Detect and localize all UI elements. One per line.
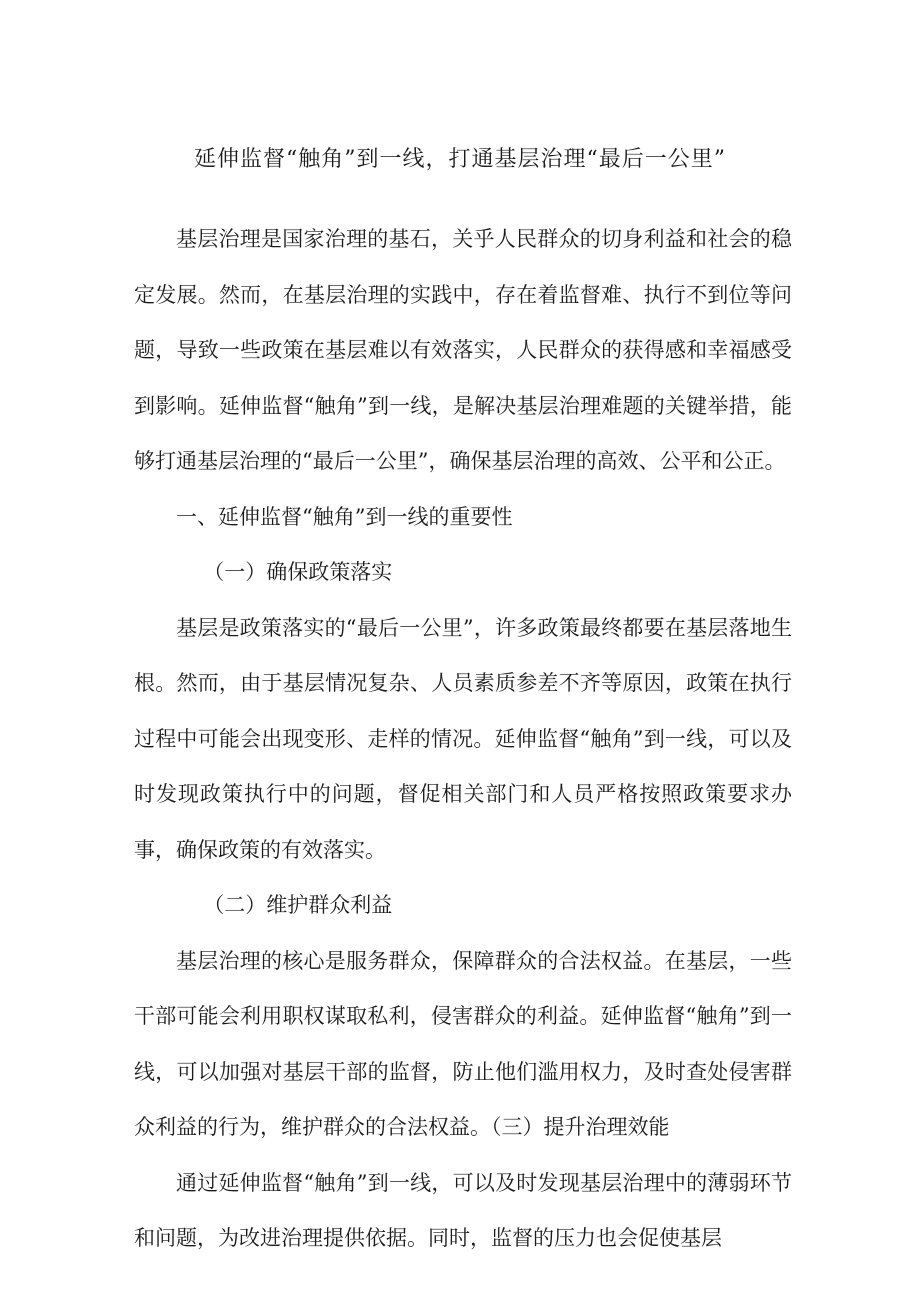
section-heading-importance: 一、延伸监督“触角”到一线的重要性 bbox=[176, 504, 513, 529]
document-body bbox=[134, 212, 792, 1267]
document-title: 延伸监督“触角”到一线，打通基层治理“最后一公里” bbox=[194, 147, 726, 172]
paragraph-public-interest: 基层治理的核心是服务群众，保障群众的合法权益。在基层，一些干部可能会利用职权谋取私利，侵害群众的利益。延伸监督“触角”到一线，可以加强对基层干部的监督，防止他们滥用权力，及时查处侵害群众利益的行为，维护群众的合法权益。（三）提升治理效能 bbox=[134, 948, 792, 1139]
paragraph-policy-implementation: 基层是政策落实的“最后一公里”，许多政策最终都要在基层落地生根。然而，由于基层情况复杂、人员素质参差不齐等原因，政策在执行过程中可能会出现变形、走样的情况。延伸监督“触角”到一线，可以及时发现政策执行中的问题，督促相关部门和人员严格按照政策要求办事，确保政策的有效落实。 bbox=[134, 615, 792, 862]
paragraph-governance-efficiency: 通过延伸监督“触角”到一线，可以及时发现基层治理中的薄弱环节和问题，为改进治理提供依据。同时，监督的压力也会促使基层 bbox=[134, 1170, 792, 1250]
subheading-policy-implementation: （一）确保政策落实 bbox=[203, 560, 393, 584]
subheading-public-interest: （二）维护群众利益 bbox=[203, 893, 393, 917]
intro-paragraph: 基层治理是国家治理的基石，关乎人民群众的切身利益和社会的稳定发展。然而，在基层治理的实践中，存在着监督难、执行不到位等问题，导致一些政策在基层难以有效落实，人民群众的获得感和幸福感受到影响。延伸监督“触角”到一线，是解决基层治理难题的关键举措，能够打通基层治理的“最后一公里”，确保基层治理的高效、公平和公正。 bbox=[134, 227, 792, 473]
